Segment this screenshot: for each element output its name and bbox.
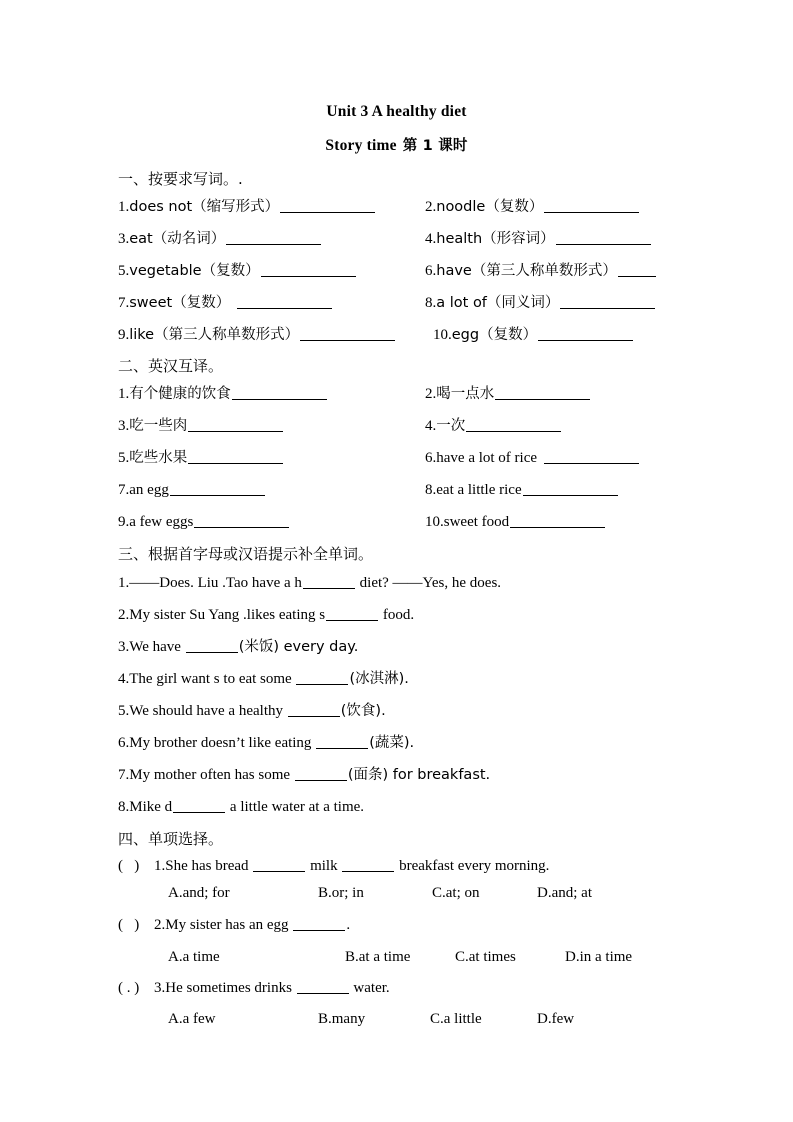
item-text: egg（复数） [451,327,538,343]
item-text: does not（缩写形式） [129,199,280,215]
item-text: 吃一些肉 [129,418,188,434]
answer-blank[interactable] [194,514,289,528]
answer-blank[interactable] [523,482,618,496]
item-text-after: (蔬菜). [369,735,415,751]
exercise-item-3-7 [118,766,490,785]
item-number: 4. [425,231,437,247]
item-text: have a lot of rice [436,450,538,466]
exercise-item-3-5 [118,702,386,721]
item-text-before: My brother doesn’t like eating [129,735,316,751]
exercise-item-3-3 [118,638,358,657]
item-text: sweet food [443,514,510,530]
mc-question-3 [118,980,390,997]
item-number: 2. [425,199,437,215]
item-number: 9. [118,514,130,530]
item-number: 9. [118,327,130,343]
item-text-before: We have [129,639,185,655]
section-1-heading: 一、按要求写词。. [118,170,243,188]
mc-option-3-d[interactable]: D.few [537,1011,575,1027]
item-text-after: (饮食). [340,703,386,719]
mc-option-1-a[interactable]: A.and; for [168,885,230,901]
item-text-after: food. [379,607,415,623]
answer-blank[interactable] [295,767,347,781]
answer-blank[interactable] [188,450,283,464]
item-number: 4. [118,671,130,687]
item-text: eat a little rice [436,482,522,498]
page-title: Unit 3 A healthy diet [326,103,467,120]
answer-blank[interactable] [261,263,356,277]
item-text: 有个健康的饮食 [129,386,231,402]
exercise-item-1-5 [118,262,357,281]
item-text: eat（动名词） [129,231,226,247]
item-number: 8. [425,295,437,311]
item-number: 2. [154,917,166,933]
item-text: a few eggs [129,514,194,530]
item-text-after: (冰淇淋). [349,671,409,687]
exercise-item-1-1 [118,198,376,217]
item-text-before: We should have a healthy [129,703,287,719]
item-text-before: Mike d [129,799,173,815]
item-number: 3. [118,639,130,655]
exercise-item-1-9 [118,326,396,345]
answer-blank[interactable] [297,980,349,994]
answer-blank[interactable] [326,607,378,621]
item-text-before: My mother often has some [129,767,294,783]
item-text: have（第三人称单数形式） [436,263,617,279]
question-text-3: breakfast every morning. [395,858,550,874]
answer-blank[interactable] [170,482,265,496]
answer-blank[interactable] [510,514,605,528]
question-text-1: He sometimes drinks [165,980,296,996]
item-text: sweet（复数） [129,295,231,311]
mc-option-3-b[interactable]: B.many [318,1011,366,1027]
item-number: 7. [118,482,130,498]
section-3-heading: 三、根据首字母或汉语提示补全单词。 [118,545,374,563]
section-4-heading: 四、单项选择。 [118,830,224,848]
answer-blank[interactable] [538,327,633,341]
exercise-item-1-6 [425,262,657,281]
item-text-before: The girl want s to eat some [129,671,296,687]
answer-bracket[interactable]: ( ) [118,917,140,933]
exercise-item-2-6 [425,449,640,468]
answer-blank[interactable] [288,703,340,717]
item-number: 5. [118,703,130,719]
subtitle-en: Story time [325,137,397,154]
exercise-item-2-9 [118,513,290,532]
answer-blank[interactable] [280,199,375,213]
question-text-2: milk [306,858,342,874]
question-text-1: She has bread [165,858,253,874]
item-text-after: (米饭) every day. [238,639,359,655]
mc-option-2-a[interactable]: A.a time [168,949,220,965]
item-number: 2. [425,386,437,402]
exercise-item-2-4 [425,417,562,436]
mc-option-2-c[interactable]: C.at times [455,949,516,965]
exercise-item-3-2 [118,606,414,625]
section-2-heading: 二、英汉互译。 [118,357,224,375]
item-text-after: (面条) for breakfast. [347,767,491,783]
exercise-item-3-6 [118,734,414,753]
item-number: 5. [118,450,130,466]
item-number: 6. [425,450,437,466]
exercise-item-3-4 [118,670,409,689]
mc-option-3-c[interactable]: C.a little [430,1011,482,1027]
exercise-item-3-1 [118,574,501,593]
answer-blank[interactable] [544,199,639,213]
exercise-item-2-8 [425,481,619,500]
exercise-item-1-8 [425,294,656,313]
item-text: 喝一点水 [436,386,495,402]
item-text: vegetable（复数） [129,263,260,279]
answer-blank[interactable] [186,639,238,653]
answer-blank[interactable] [556,231,651,245]
question-text-1: My sister has an egg [165,917,293,933]
answer-blank[interactable] [316,735,368,749]
mc-question-1 [118,858,549,875]
mc-option-1-d[interactable]: D.and; at [537,885,592,901]
answer-blank[interactable] [544,450,639,464]
answer-blank[interactable] [296,671,348,685]
item-number: 8. [118,799,130,815]
exercise-item-1-10 [433,326,634,345]
item-number: 3. [118,418,130,434]
item-number: 10. [433,327,452,343]
exercise-item-2-5 [118,449,284,468]
item-text-before: ——Does. Liu .Tao have a h [129,575,302,591]
item-text: 一次 [436,418,466,434]
mc-option-2-d[interactable]: D.in a time [565,949,633,965]
item-number: 10. [425,514,444,530]
exercise-item-2-3 [118,417,284,436]
exercise-item-1-7 [118,294,333,313]
mc-option-1-b[interactable]: B.or; in [318,885,364,901]
answer-blank[interactable] [342,858,394,872]
question-text-3: . [346,917,351,933]
item-text-before: My sister Su Yang .likes eating s [129,607,326,623]
answer-blank[interactable] [466,418,561,432]
item-number: 8. [425,482,437,498]
item-number: 4. [425,418,437,434]
exercise-item-2-2 [425,385,591,404]
answer-blank[interactable] [188,418,283,432]
item-number: 1. [154,858,166,874]
item-number: 1. [118,386,130,402]
item-text: an egg [129,482,169,498]
answer-blank[interactable] [300,327,395,341]
exercise-item-1-4 [425,230,652,249]
item-number: 3. [118,231,130,247]
subtitle-cn: 第 1 课时 [402,138,468,154]
item-text-after: diet? ——Yes, he does. [355,575,502,591]
item-text: like（第三人称单数形式） [129,327,300,343]
exercise-item-2-7 [118,481,266,500]
exercise-item-1-3 [118,230,322,249]
exercise-item-2-10 [425,513,606,532]
page-subtitle [0,134,793,155]
mc-option-1-c[interactable]: C.at; on [432,885,480,901]
item-number: 5. [118,263,130,279]
answer-blank[interactable] [226,231,321,245]
item-text: noodle（复数） [436,199,544,215]
mc-question-2 [118,917,350,934]
answer-blank[interactable] [560,295,655,309]
answer-blank[interactable] [173,799,225,813]
answer-blank[interactable] [303,575,355,589]
item-number: 6. [118,735,130,751]
exercise-item-3-8 [118,798,364,817]
exercise-item-2-1 [118,385,328,404]
item-number: 3. [154,980,166,996]
item-number: 7. [118,295,130,311]
answer-blank[interactable] [237,295,332,309]
item-number: 6. [425,263,437,279]
answer-bracket[interactable]: ( . ) [118,980,140,996]
item-number: 2. [118,607,130,623]
answer-blank[interactable] [253,858,305,872]
answer-blank[interactable] [495,386,590,400]
answer-blank[interactable] [293,917,345,931]
answer-blank[interactable] [618,263,656,277]
answer-bracket[interactable]: ( ) [118,858,140,874]
item-text: 吃些水果 [129,450,188,466]
item-text-after: a little water at a time. [226,799,365,815]
mc-option-2-b[interactable]: B.at a time [345,949,411,965]
question-text-3: water. [349,980,390,996]
item-number: 1. [118,199,130,215]
item-number: 7. [118,767,130,783]
item-text: health（形容词） [436,231,555,247]
mc-option-3-a[interactable]: A.a few [168,1011,216,1027]
exercise-item-1-2 [425,198,640,217]
item-text: a lot of（同义词） [436,295,560,311]
answer-blank[interactable] [232,386,327,400]
item-number: 1. [118,575,130,591]
